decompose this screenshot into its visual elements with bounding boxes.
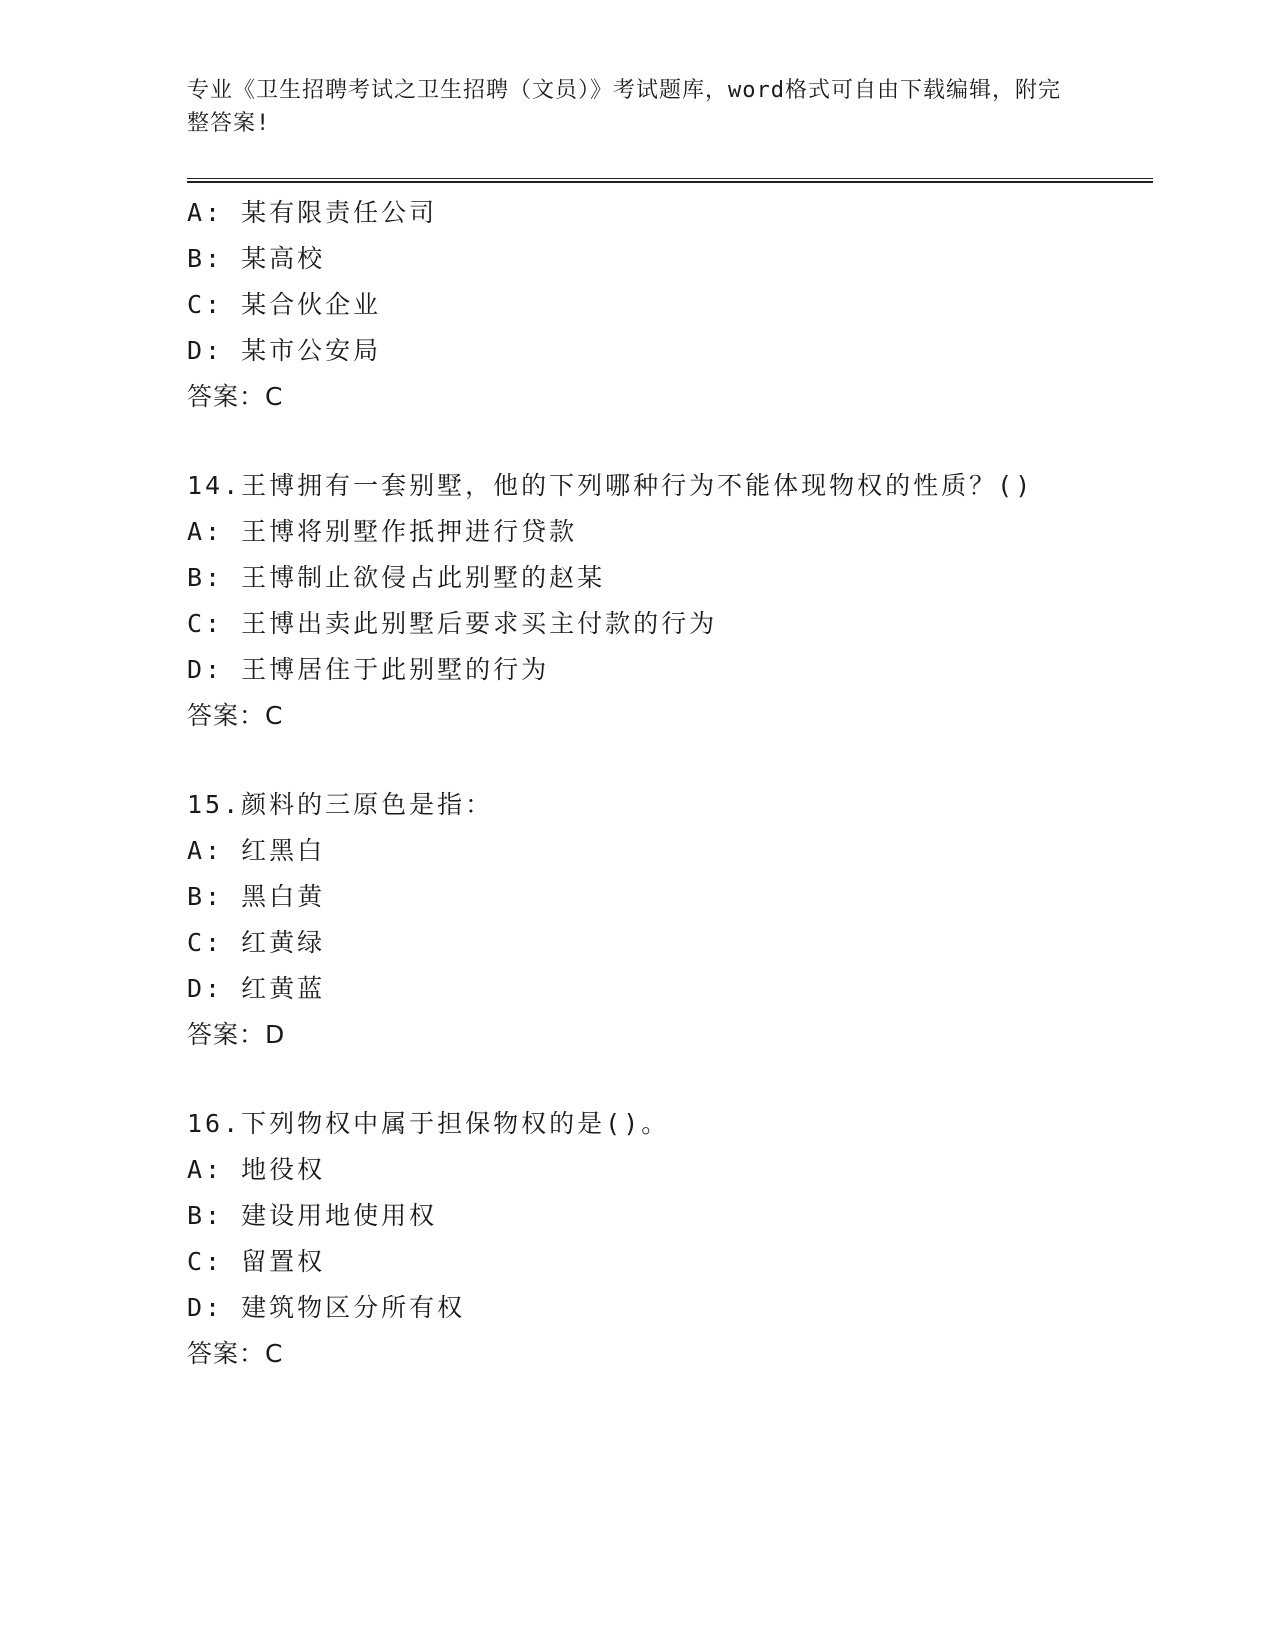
option-a: A: 王博将别墅作抵押进行贷款 bbox=[187, 517, 578, 546]
document-header: 专业《卫生招聘考试之卫生招聘（文员）》考试题库，word格式可自由下载编辑，附完整答案! bbox=[187, 78, 1061, 136]
option-a: A: 红黑白 bbox=[187, 836, 326, 865]
option-d: D: 建筑物区分所有权 bbox=[187, 1293, 466, 1322]
question-16: 16.下列物权中属于担保物权的是()。 bbox=[187, 1109, 670, 1138]
option-c: C: 红黄绿 bbox=[187, 928, 326, 957]
header-divider bbox=[187, 178, 1153, 183]
answer-line: 答案：C bbox=[187, 382, 284, 411]
answer-line: 答案：C bbox=[187, 1339, 284, 1368]
option-d: D: 王博居住于此别墅的行为 bbox=[187, 655, 550, 684]
option-d: D: 红黄蓝 bbox=[187, 974, 326, 1003]
option-b: B: 王博制止欲侵占此别墅的赵某 bbox=[187, 563, 606, 592]
question-list bbox=[187, 190, 1147, 1377]
option-c: C: 王博出卖此别墅后要求买主付款的行为 bbox=[187, 609, 718, 638]
block-spacer bbox=[187, 739, 1147, 782]
block-spacer bbox=[187, 420, 1147, 463]
answer-line: 答案：C bbox=[187, 701, 284, 730]
option-a: A: 某有限责任公司 bbox=[187, 198, 438, 227]
question-14: 14.王博拥有一套别墅，他的下列哪种行为不能体现物权的性质？() bbox=[187, 471, 1034, 500]
option-b: B: 建设用地使用权 bbox=[187, 1201, 438, 1230]
option-a: A: 地役权 bbox=[187, 1155, 326, 1184]
answer-line: 答案：D bbox=[187, 1020, 286, 1049]
option-b: B: 某高校 bbox=[187, 244, 326, 273]
option-c: C: 留置权 bbox=[187, 1247, 326, 1276]
option-b: B: 黑白黄 bbox=[187, 882, 326, 911]
option-c: C: 某合伙企业 bbox=[187, 290, 382, 319]
block-spacer bbox=[187, 1058, 1147, 1101]
option-d: D: 某市公安局 bbox=[187, 336, 382, 365]
question-15: 15.颜料的三原色是指： bbox=[187, 790, 494, 819]
